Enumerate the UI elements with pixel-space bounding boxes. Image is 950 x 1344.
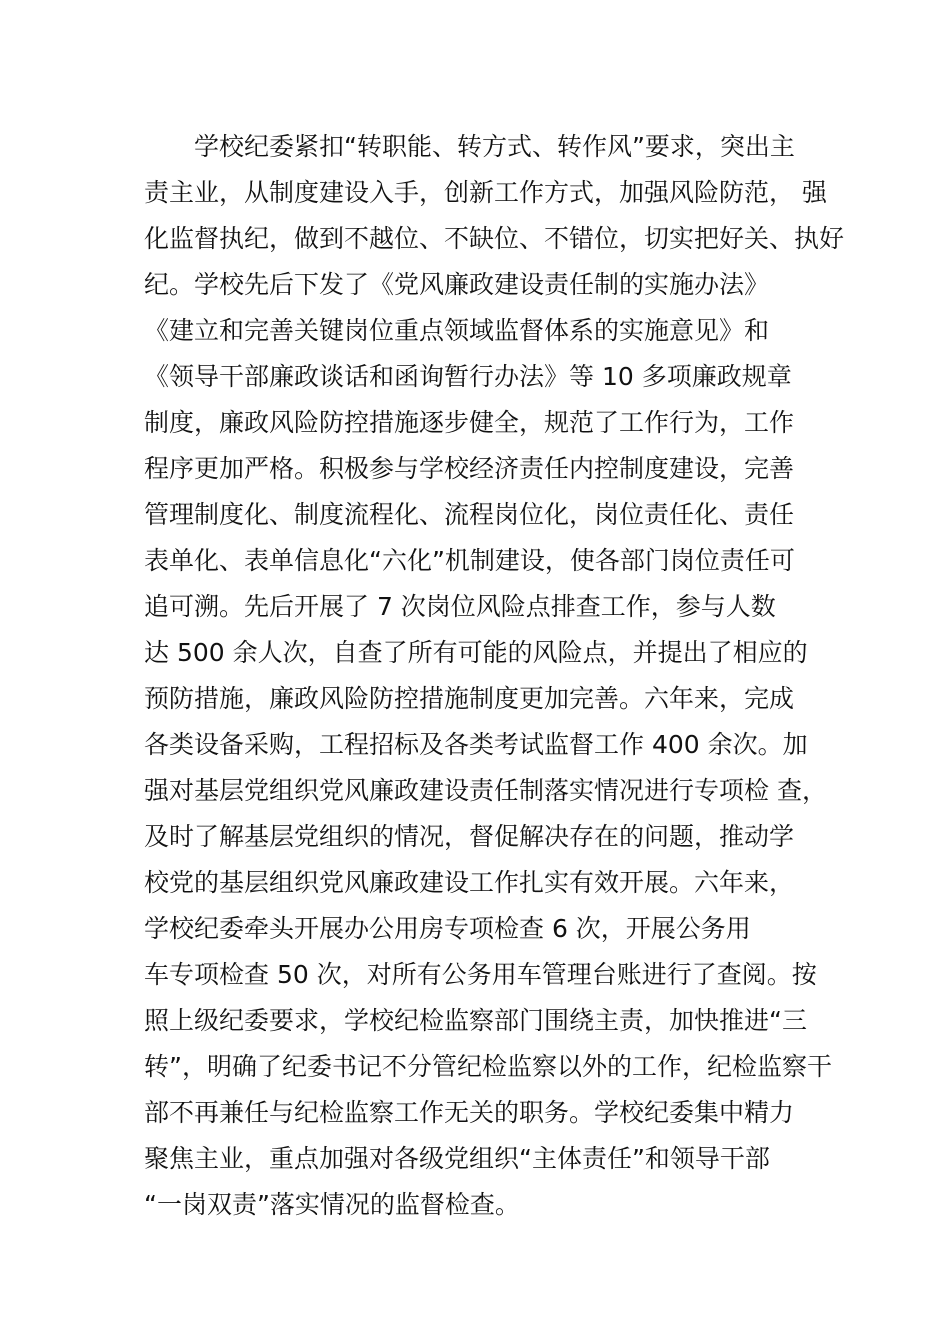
paragraph-line: 达 500 余人次，自查了所有可能的风险点，并提出了相应的 bbox=[144, 638, 808, 667]
paragraph-line: 管理制度化、制度流程化、流程岗位化，岗位责任化、责任 bbox=[144, 500, 795, 529]
paragraph-line: 预防措施，廉政风险防控措施制度更加完善。六年来，完成 bbox=[144, 684, 795, 713]
paragraph-line: 追可溯。先后开展了 7 次岗位风险点排查工作，参与人数 bbox=[144, 592, 776, 621]
paragraph-line: 学校纪委牵头开展办公用房专项检查 6 次，开展公务用 bbox=[144, 914, 751, 943]
paragraph-line: 转”，明确了纪委书记不分管纪检监察以外的工作，纪检监察干 bbox=[144, 1052, 832, 1081]
paragraph-line: 责主业，从制度建设入手，创新工作方式，加强风险防范， 强 bbox=[144, 178, 827, 207]
body-paragraph bbox=[144, 124, 845, 1228]
paragraph-line: 《建立和完善关键岗位重点领域监督体系的实施意见》和 bbox=[144, 316, 770, 345]
paragraph-line: 部不再兼任与纪检监察工作无关的职务。学校纪委集中精力 bbox=[144, 1098, 795, 1127]
paragraph-line: 纪。学校先后下发了《党风廉政建设责任制的实施办法》 bbox=[144, 270, 770, 299]
paragraph-line: 制度，廉政风险防控措施逐步健全，规范了工作行为，工作 bbox=[144, 408, 795, 437]
paragraph-line: “一岗双责”落实情况的监督检查。 bbox=[144, 1190, 520, 1219]
paragraph-line: 聚焦主业，重点加强对各级党组织“主体责任”和领导干部 bbox=[144, 1144, 770, 1173]
paragraph-line: 照上级纪委要求，学校纪检监察部门围绕主责，加快推进“三 bbox=[144, 1006, 807, 1035]
paragraph-line: 车专项检查 50 次，对所有公务用车管理台账进行了查阅。按 bbox=[144, 960, 817, 989]
paragraph-line: 化监督执纪，做到不越位、不缺位、不错位，切实把好关、执好 bbox=[144, 224, 845, 253]
paragraph-line: 《领导干部廉政谈话和函询暂行办法》等 10 多项廉政规章 bbox=[144, 362, 792, 391]
paragraph-line: 程序更加严格。积极参与学校经济责任内控制度建设，完善 bbox=[144, 454, 795, 483]
paragraph-line: 强对基层党组织党风廉政建设责任制落实情况进行专项检 查， bbox=[144, 776, 827, 805]
paragraph-line: 及时了解基层党组织的情况，督促解决存在的问题，推动学 bbox=[144, 822, 795, 851]
paragraph-line: 表单化、表单信息化“六化”机制建设，使各部门岗位责任可 bbox=[144, 546, 795, 575]
paragraph-line: 各类设备采购，工程招标及各类考试监督工作 400 余次。加 bbox=[144, 730, 808, 759]
paragraph-line: 校党的基层组织党风廉政建设工作扎实有效开展。六年来， bbox=[144, 868, 795, 897]
paragraph-line: 学校纪委紧扣“转职能、转方式、转作风”要求，突出主 bbox=[194, 132, 795, 161]
